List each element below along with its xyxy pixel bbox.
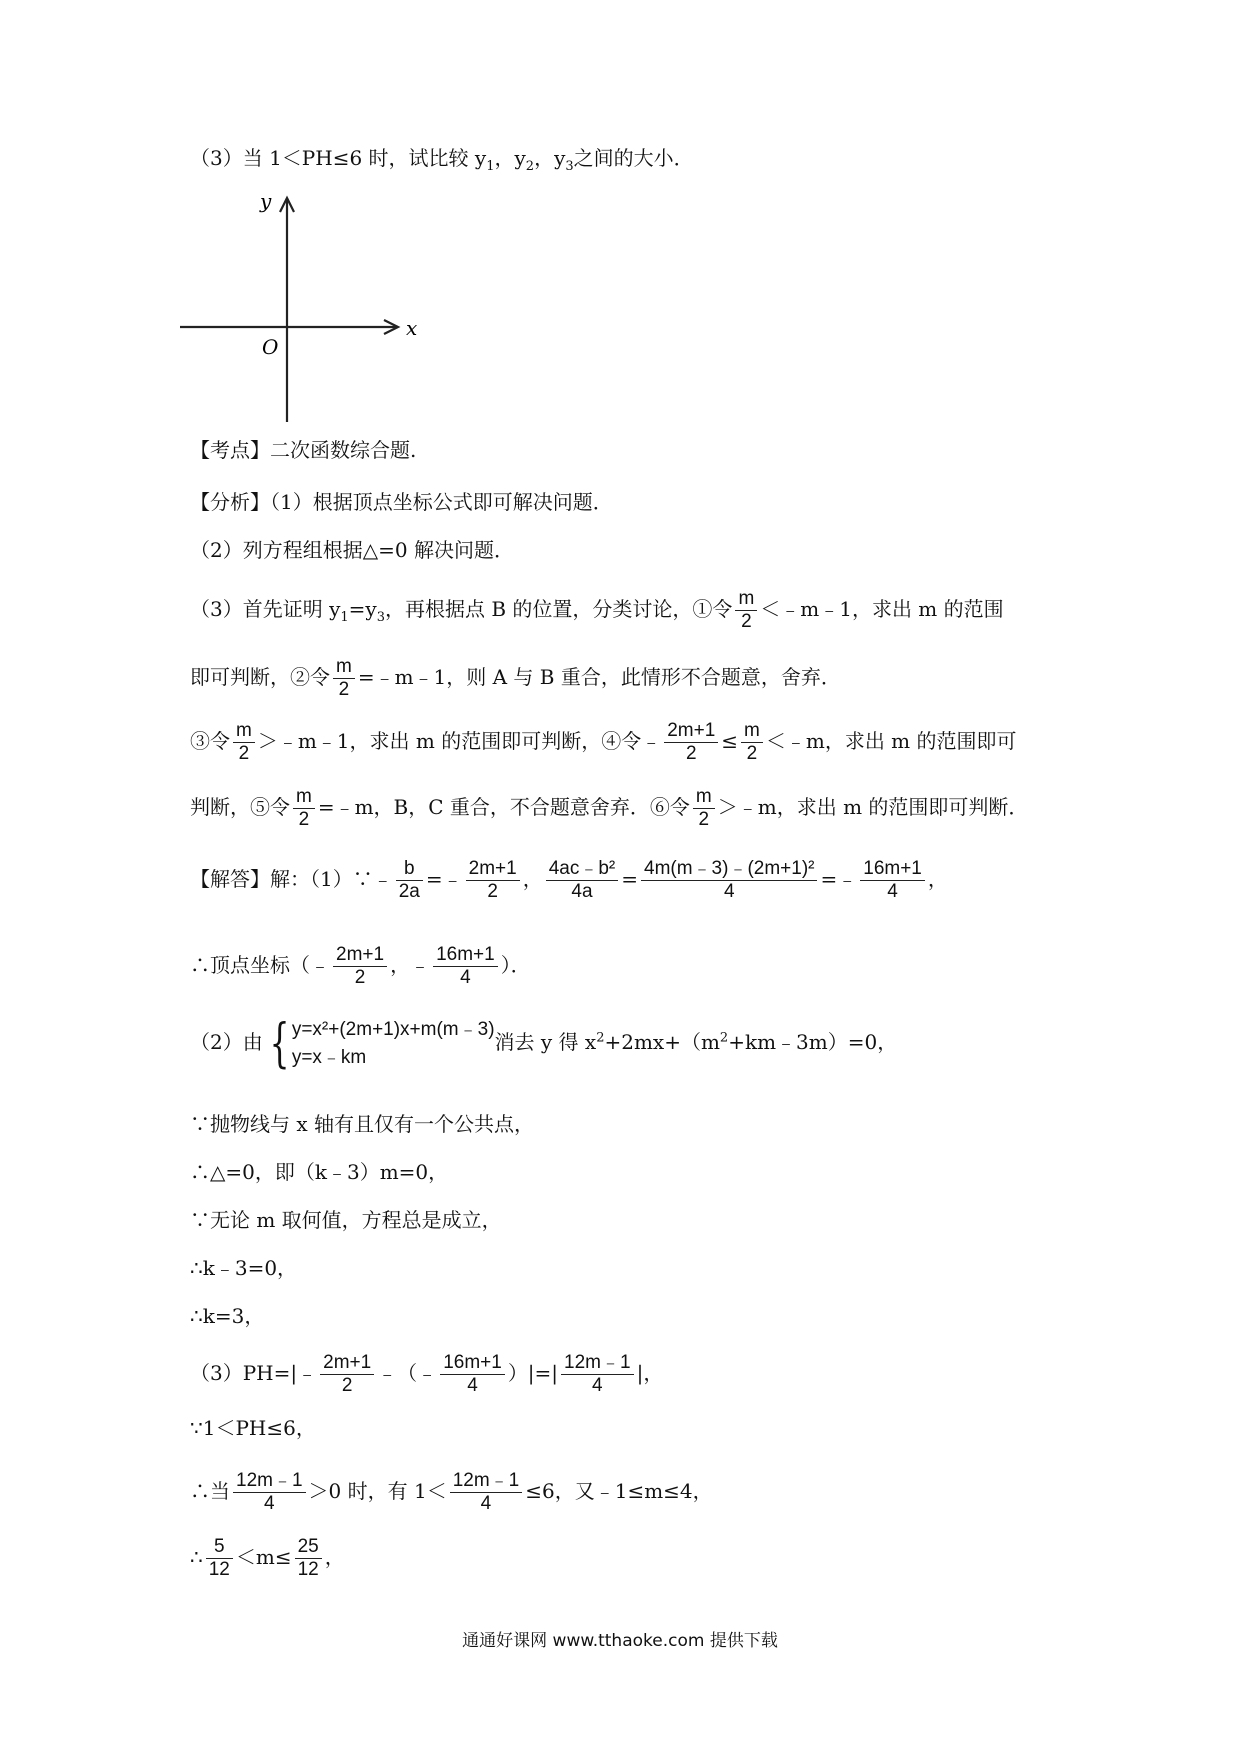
fraction: $\frac{25}{12}$ xyxy=(295,1536,322,1581)
kaodian: 【考点】二次函数综合题. xyxy=(190,438,417,462)
fraction: $\frac{16m+1}{4}$ xyxy=(440,1352,505,1397)
line-2: ∴△=0，即（k﹣3）m=0， xyxy=(190,1160,449,1184)
ph-line: （3）PH=|﹣ $\frac{2m+1}{2}$ ﹣（﹣ $\frac{16m+1}{4}$ ）|=| $\frac{12m﹣1}{4}$ |， xyxy=(190,1352,664,1396)
equation-system-line: （2）由 { y=x²+(2m+1)x+m(m﹣3) y=x﹣km 消去 y 得 $x^2+2mx+(m^2+km﹣3m)=0$， xyxy=(190,1013,898,1074)
fenxi-3-line-3: ③令 $\frac{m}{2}$ ＞﹣m﹣1，求出 m 的范围即可判断，④令﹣ $\frac{2m+1}{2}$ ≤ $\frac{m}{2}$ ＜﹣m，求出 m 的范围即可 xyxy=(190,720,1017,764)
fraction: $\frac{2m+1}{2}$ xyxy=(333,944,387,989)
coordinate-axes-figure xyxy=(180,190,420,430)
vertex-line: ∴顶点坐标（﹣ $\frac{2m+1}{2}$ ，﹣ $\frac{16m+1}{4}$ ）． xyxy=(190,944,531,988)
footer: 通通好课网 www.tthaoke.com 提供下载 xyxy=(462,1631,778,1651)
fraction: $\frac{m}{2}$ xyxy=(333,656,355,701)
fraction: $\frac{2m+1}{2}$ xyxy=(664,720,718,765)
fraction: $\frac{12m﹣1}{4}$ xyxy=(450,1470,523,1515)
question-3: （3）当 1＜PH≤6 时，试比较 $y_1$，$y_2$，$y_3$之间的大小． xyxy=(190,146,694,174)
fenxi-2: （2）列方程组根据△=0 解决问题． xyxy=(190,538,514,562)
fraction: $\frac{2m+1}{2}$ xyxy=(466,858,520,903)
when-line: ∴当 $\frac{12m﹣1}{4}$ ＞0 时，有 1＜ $\frac{12m﹣1}{4}$ ≤6，又﹣1≤m≤4， xyxy=(190,1470,713,1514)
fraction: $\frac{b}{2a}$ xyxy=(396,858,423,903)
fenxi-3-line-1: （3）首先证明 $y_1=y_3$，再根据点 B 的位置，分类讨论，①令 $\frac{m}{2}$ ＜﹣m﹣1，求出 m 的范围 xyxy=(190,588,1004,632)
fraction: $\frac{16m+1}{4}$ xyxy=(860,858,925,903)
brace-icon: { xyxy=(269,1013,290,1074)
fenxi-3-line-4: 判断，⑤令 $\frac{m}{2}$ =﹣m，B，C 重合，不合题意舍弃．⑥令 $\frac{m}{2}$ ＞﹣m，求出 m 的范围即可判断． xyxy=(190,786,1029,830)
fraction: $\frac{m}{2}$ xyxy=(735,588,757,633)
line-5: ∴k=3， xyxy=(190,1304,265,1328)
result-line: ∴ $\frac{5}{12}$ ＜m≤ $\frac{25}{12}$ ， xyxy=(190,1536,345,1580)
fraction: $\frac{m}{2}$ xyxy=(293,786,315,831)
fraction: $\frac{16m+1}{4}$ xyxy=(433,944,498,989)
fraction: $\frac{m}{2}$ xyxy=(741,720,763,765)
fraction: $\frac{2m+1}{2}$ xyxy=(320,1352,374,1397)
equation-system: y=x²+(2m+1)x+m(m﹣3) y=x﹣km xyxy=(291,1019,495,1068)
fenxi-1: 【分析】（1）根据顶点坐标公式即可解决问题． xyxy=(190,490,613,514)
x-axis-label: x xyxy=(406,316,418,340)
line-6: ∵1＜PH≤6， xyxy=(190,1416,316,1440)
fraction: $\frac{12m﹣1}{4}$ xyxy=(233,1470,306,1515)
solution-1: 【解答】解：（1）∵﹣ $\frac{b}{2a}$ =﹣ $\frac{2m+1}{2}$ ， $\frac{\text{4ac﹣b²}}{4a}$ = $\frac{\text{4m(m﹣3)﹣(2m+1)²}}{4}$ =﹣ $\frac{16m+1}{4}$ ， xyxy=(190,858,948,902)
fraction: $\frac{\text{4ac﹣b²}}{4a}$ xyxy=(546,858,619,903)
fraction: $\frac{m}{2}$ xyxy=(693,786,715,831)
fraction: $\frac{5}{12}$ xyxy=(206,1536,233,1581)
fenxi-3-line-2: 即可判断，②令 $\frac{m}{2}$ =﹣m﹣1，则 A 与 B 重合，此情形不合题意，舍弃． xyxy=(190,656,841,700)
line-1: ∵抛物线与 x 轴有且仅有一个公共点， xyxy=(190,1112,534,1136)
y-axis-label: y xyxy=(260,190,272,213)
fraction: $\frac{\text{4m(m﹣3)﹣(2m+1)²}}{4}$ xyxy=(641,858,817,903)
fraction: $\frac{m}{2}$ xyxy=(233,720,255,765)
fraction: $\frac{12m﹣1}{4}$ xyxy=(561,1352,634,1397)
origin-label: O xyxy=(262,335,279,359)
line-3: ∵无论 m 取何值，方程总是成立， xyxy=(190,1208,502,1232)
line-4: ∴k﹣3=0， xyxy=(190,1256,298,1280)
